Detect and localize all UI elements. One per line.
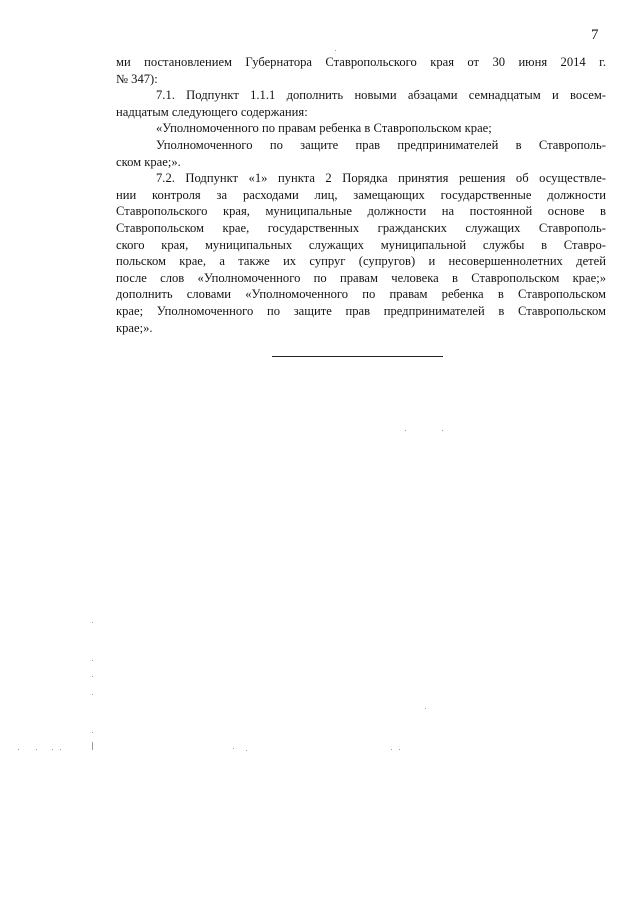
text-line: ском крае;». — [116, 154, 181, 169]
scan-speck — [335, 50, 336, 51]
scan-speck — [399, 749, 400, 750]
scan-speck — [391, 749, 392, 750]
scan-speck — [425, 708, 426, 709]
text-line: 7.1. Подпункт 1.1.1 дополнить новыми абзацами семнадцатым и восем- — [156, 88, 606, 103]
scan-speck — [92, 732, 93, 733]
text-line: ского края, муниципальных служащих муниципальной службы в Ставро- — [116, 237, 606, 252]
text-line: дополнить словами «Уполномоченного по правам ребенка в Ставропольском — [116, 287, 606, 302]
page-number: 7 — [591, 27, 599, 43]
text-line: № 347): — [116, 71, 158, 86]
scan-speck — [92, 742, 93, 750]
scan-speck — [442, 430, 443, 431]
text-line: 7.2. Подпункт «1» пункта 2 Порядка принятия решения об осуществле- — [156, 171, 606, 186]
scan-speck — [246, 750, 247, 751]
text-line: польском крае, а также их супруг (супругов) и несовершеннолетних детей — [116, 254, 606, 269]
text-line: Уполномоченного по защите прав предпринимателей в Ставрополь- — [156, 137, 606, 152]
scan-speck — [92, 694, 93, 695]
scan-speck — [92, 660, 93, 661]
scan-speck — [60, 749, 61, 750]
scan-speck — [233, 748, 234, 749]
scan-speck — [52, 749, 53, 750]
text-line: ми постановлением Губернатора Ставропольского края от 30 июня 2014 г. — [116, 55, 606, 69]
scan-speck — [405, 430, 406, 431]
document-body — [116, 54, 606, 336]
scan-speck — [92, 676, 93, 677]
text-line: крае; Уполномоченного по защите прав предпринимателей в Ставропольском — [116, 303, 606, 318]
text-line: Ставропольского края, муниципальные должности на постоянной основе в — [116, 204, 606, 219]
separator-line — [272, 356, 443, 357]
text-line: «Уполномоченного по правам ребенка в Ставропольском крае; — [156, 121, 492, 136]
text-line: крае;». — [116, 320, 153, 335]
text-line: надцатым следующего содержания: — [116, 104, 308, 119]
scan-speck — [18, 749, 19, 750]
scan-speck — [92, 622, 93, 623]
text-line: нии контроля за расходами лиц, замещающих государственные должности — [116, 187, 606, 202]
text-line: после слов «Уполномоченного по правам человека в Ставропольском крае;» — [116, 270, 606, 285]
scan-speck — [36, 749, 37, 750]
text-line: Ставропольском крае, государственных гражданских служащих Ставрополь- — [116, 220, 606, 235]
